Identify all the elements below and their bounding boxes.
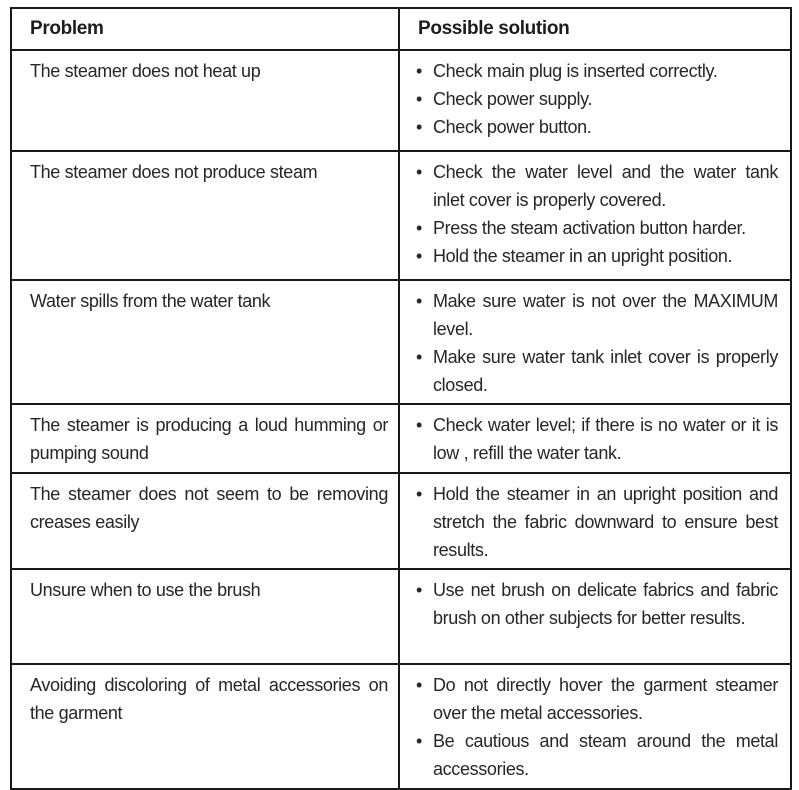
bullet-icon: • bbox=[416, 61, 422, 81]
problem-cell bbox=[11, 404, 399, 473]
solution-text: Check main plug is inserted correctly. bbox=[433, 61, 718, 81]
problem-text: The steamer is producing a loud humming or pumping sound bbox=[30, 415, 388, 463]
solution-text: Check water level; if there is no water or it is low , refill the water tank. bbox=[433, 415, 778, 463]
problem-text: Avoiding discoloring of metal accessories on the garment bbox=[30, 675, 388, 723]
solution-item bbox=[416, 411, 778, 467]
solution-item bbox=[416, 158, 778, 214]
problem-cell bbox=[11, 50, 399, 151]
problem-cell bbox=[11, 664, 399, 789]
solution-item bbox=[416, 480, 778, 564]
solution-cell bbox=[399, 404, 791, 473]
solution-item bbox=[416, 214, 778, 242]
solution-list bbox=[416, 158, 778, 270]
solution-list bbox=[416, 57, 778, 141]
table-row bbox=[11, 50, 791, 151]
problem-text: Water spills from the water tank bbox=[30, 291, 271, 311]
bullet-icon: • bbox=[416, 675, 422, 695]
table-row bbox=[11, 569, 791, 664]
solution-item bbox=[416, 727, 778, 783]
problem-text: The steamer does not heat up bbox=[30, 61, 261, 81]
solution-text: Make sure water is not over the MAXIMUM level. bbox=[433, 291, 778, 339]
solution-cell bbox=[399, 50, 791, 151]
solution-text: Make sure water tank inlet cover is properly closed. bbox=[433, 347, 778, 395]
solution-cell bbox=[399, 151, 791, 280]
solution-text: Check power supply. bbox=[433, 89, 593, 109]
solution-item bbox=[416, 287, 778, 343]
troubleshooting-table bbox=[10, 7, 792, 790]
table-row bbox=[11, 473, 791, 569]
bullet-icon: • bbox=[416, 89, 422, 109]
solution-cell bbox=[399, 280, 791, 404]
bullet-icon: • bbox=[416, 117, 422, 137]
solution-text: Hold the steamer in an upright position and stretch the fabric downward to ensure best results. bbox=[433, 484, 778, 560]
bullet-icon: • bbox=[416, 580, 422, 600]
solution-text: Check power button. bbox=[433, 117, 592, 137]
bullet-icon: • bbox=[416, 162, 422, 182]
solution-list bbox=[416, 671, 778, 783]
bullet-icon: • bbox=[416, 246, 422, 266]
solution-item bbox=[416, 343, 778, 399]
bullet-icon: • bbox=[416, 484, 422, 504]
solution-cell bbox=[399, 664, 791, 789]
solution-item bbox=[416, 242, 778, 270]
solution-cell bbox=[399, 473, 791, 569]
bullet-icon: • bbox=[416, 347, 422, 367]
table-row bbox=[11, 280, 791, 404]
solution-text: Press the steam activation button harder. bbox=[433, 218, 746, 238]
solution-item bbox=[416, 113, 778, 141]
problem-text: The steamer does not produce steam bbox=[30, 162, 318, 182]
table-row bbox=[11, 664, 791, 789]
bullet-icon: • bbox=[416, 731, 422, 751]
solution-list bbox=[416, 576, 778, 632]
solution-text: Check the water level and the water tank inlet cover is properly covered. bbox=[433, 162, 778, 210]
table-row bbox=[11, 151, 791, 280]
solution-text: Do not directly hover the garment steamer over the metal accessories. bbox=[433, 675, 778, 723]
solution-text: Use net brush on delicate fabrics and fabric brush on other subjects for better results. bbox=[433, 580, 778, 628]
solution-text: Be cautious and steam around the metal accessories. bbox=[433, 731, 778, 779]
bullet-icon: • bbox=[416, 218, 422, 238]
solution-item bbox=[416, 85, 778, 113]
solution-item bbox=[416, 57, 778, 85]
column-header-problem: Problem bbox=[11, 8, 399, 50]
solution-item bbox=[416, 576, 778, 632]
problem-text: Unsure when to use the brush bbox=[30, 580, 261, 600]
solution-text: Hold the steamer in an upright position. bbox=[433, 246, 733, 266]
solution-cell bbox=[399, 569, 791, 664]
solution-item bbox=[416, 671, 778, 727]
column-header-solution: Possible solution bbox=[399, 8, 791, 50]
problem-cell bbox=[11, 473, 399, 569]
solution-list bbox=[416, 411, 778, 467]
bullet-icon: • bbox=[416, 415, 422, 435]
problem-cell bbox=[11, 151, 399, 280]
solution-list bbox=[416, 287, 778, 399]
table-row bbox=[11, 404, 791, 473]
solution-list bbox=[416, 480, 778, 564]
problem-text: The steamer does not seem to be removing creases easily bbox=[30, 484, 388, 532]
bullet-icon: • bbox=[416, 291, 422, 311]
problem-cell bbox=[11, 280, 399, 404]
table-header-row bbox=[11, 8, 791, 50]
problem-cell bbox=[11, 569, 399, 664]
